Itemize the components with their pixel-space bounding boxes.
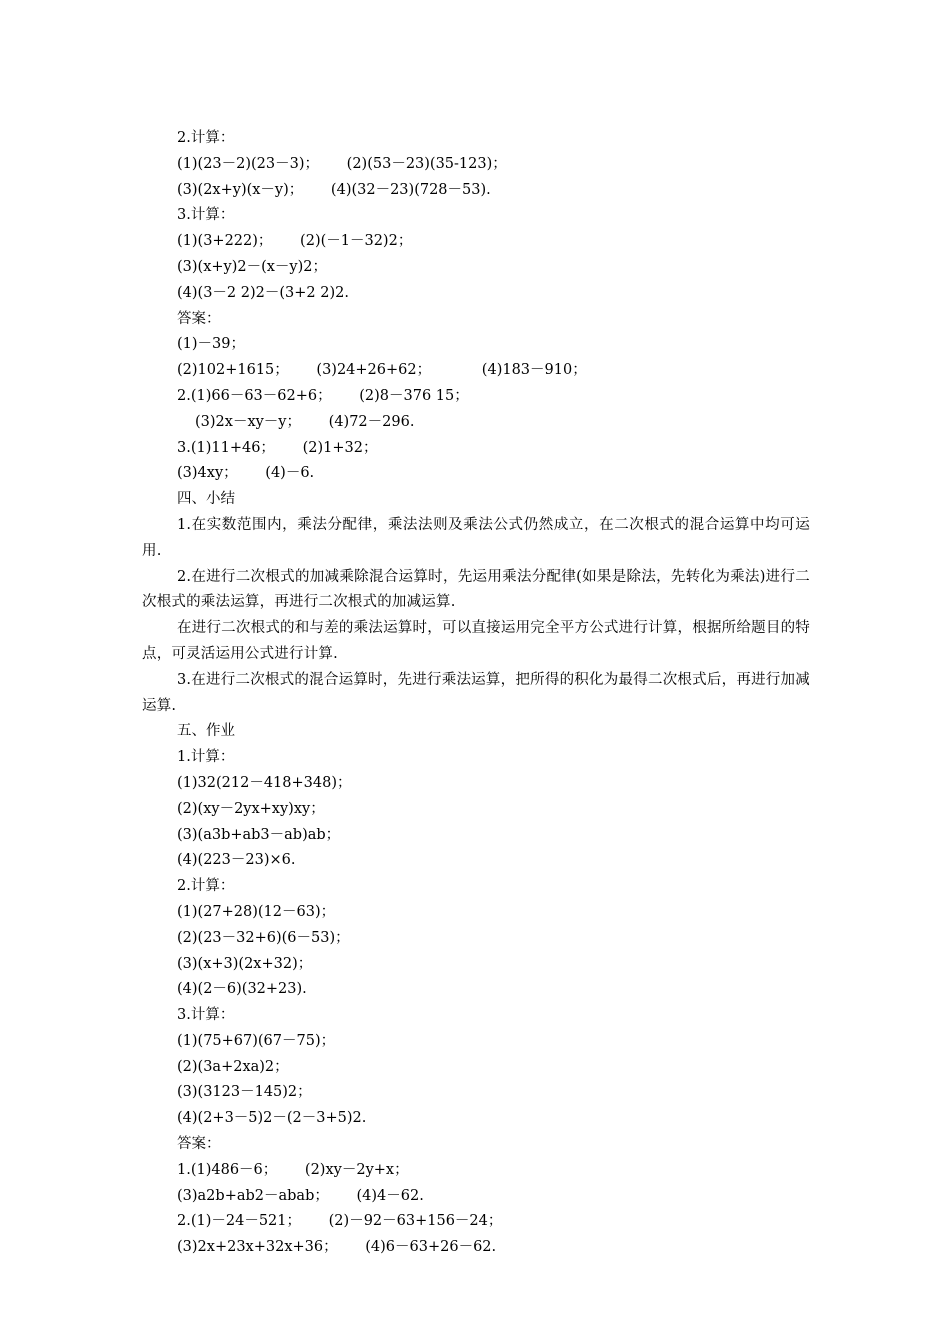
text-line: (3)(x+y)2－(x－y)2；	[177, 258, 328, 275]
text-line: 2.计算：	[177, 878, 235, 895]
paragraph: 在进行二次根式的和与差的乘法运算时，可以直接运用完全平方公式进行计算，根据所给题目的特点，可灵活运用公式进行计算.	[142, 620, 810, 662]
section-heading-summary: 四、小结	[177, 491, 235, 508]
text-line: 1.计算：	[177, 749, 235, 766]
answer-heading: 答案：	[177, 1136, 221, 1153]
text-line: (1)32(212－418+348)；	[177, 774, 352, 791]
answer-heading: 答案：	[177, 310, 221, 327]
text-line: (1)－39；	[177, 336, 245, 353]
text-line: (3)2x－xy－y； (4)72－296.	[195, 413, 415, 430]
text-line: (2)102+1615； (3)24+26+62； (4)183－910；	[177, 362, 587, 379]
text-line: 3.计算：	[177, 207, 235, 224]
text-line: (1)(27+28)(12－63)；	[177, 903, 336, 920]
text-line: (2)(3a+2xa)2；	[177, 1058, 289, 1075]
paragraph: 1.在实数范围内，乘法分配律，乘法法则及乘法公式仍然成立，在二次根式的混合运算中均可运用.	[142, 516, 810, 559]
text-line: (2)(xy－2yx+xy)xy；	[177, 800, 325, 817]
text-line: (4)(223－23)×6.	[177, 852, 296, 869]
text-line: (3)(x+3)(2x+32)；	[177, 955, 313, 972]
text-line: 1.(1)486－6； (2)xy－2y+x；	[177, 1161, 409, 1178]
document-body	[142, 126, 810, 1261]
text-line: 2.(1)66－63－62+6； (2)8－376 15；	[177, 387, 469, 404]
text-line: 2.(1)－24－521； (2)－92－63+156－24；	[177, 1213, 503, 1230]
paragraph: 2.在进行二次根式的加减乘除混合运算时，先运用乘法分配律(如果是除法，先转化为乘法)进行二次根式的乘法运算，再进行二次根式的加减运算.	[142, 568, 810, 611]
text-line: (3)(3123－145)2；	[177, 1084, 312, 1101]
text-line: (1)(3+222)； (2)(－1－32)2；	[177, 233, 413, 250]
text-line: (3)a2b+ab2－abab； (4)4－62.	[177, 1187, 424, 1204]
text-line: 3.计算：	[177, 1007, 235, 1024]
text-line: (3)(a3b+ab3－ab)ab；	[177, 826, 341, 843]
text-line: (3)4xy； (4)－6.	[177, 465, 315, 482]
text-line: 3.(1)11+46； (2)1+32；	[177, 439, 378, 456]
text-line: (2)(23－32+6)(6－53)；	[177, 929, 350, 946]
text-line: 2.计算：	[177, 130, 235, 146]
section-heading-homework: 五、作业	[177, 723, 235, 740]
text-line: (1)(23－2)(23－3)； (2)(53－23)(35-123)；	[177, 155, 507, 172]
text-line: (4)(2+3－5)2－(2－3+5)2.	[177, 1110, 367, 1127]
text-line: (3)(2x+y)(x－y)； (4)(32－23)(728－53).	[177, 181, 491, 198]
text-line: (4)(3－2 2)2－(3+2 2)2.	[177, 284, 349, 301]
text-line: (4)(2－6)(32+23).	[177, 981, 307, 998]
text-line: (3)2x+23x+32x+36； (4)6－63+26－62.	[177, 1239, 497, 1256]
text-line: (1)(75+67)(67－75)；	[177, 1032, 336, 1049]
paragraph: 3.在进行二次根式的混合运算时，先进行乘法运算，把所得的积化为最得二次根式后，再进行加减运算.	[142, 671, 810, 714]
